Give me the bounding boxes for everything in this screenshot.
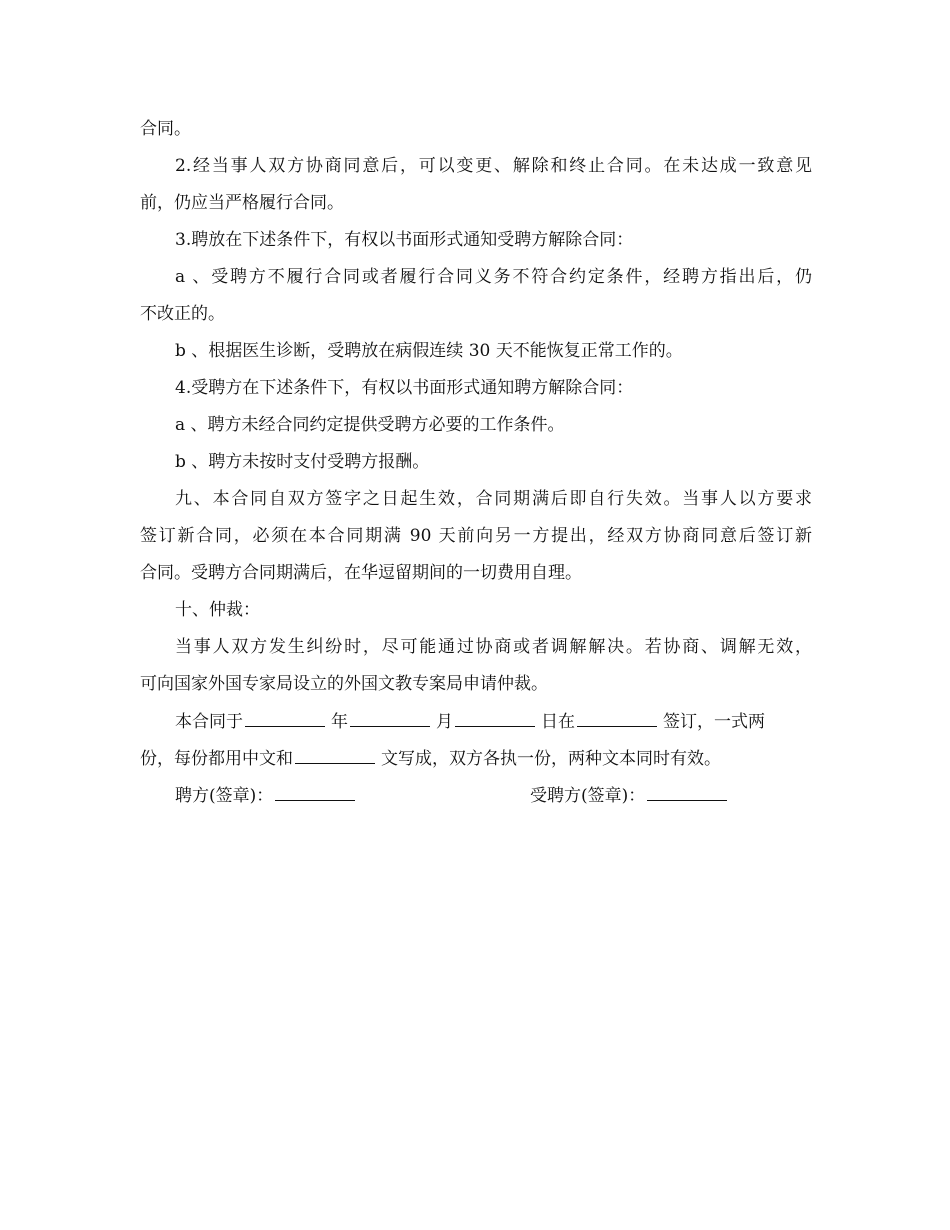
signing-prefix: 本合同于: [175, 712, 243, 732]
text-line: 十、仲裁：: [175, 600, 260, 620]
text-line: 签订新合同，必须在本合同期满 90 天前向另一方提出，经双方协商同意后签订新: [140, 526, 812, 546]
text-line: a 、聘方未经合同约定提供受聘方必要的工作条件。: [175, 415, 565, 435]
employee-signature-label: 受聘方(签章)：: [530, 786, 646, 806]
text-line: 合同。: [140, 119, 191, 139]
text-line: b 、聘方未按时支付受聘方报酬。: [175, 452, 430, 472]
text-line: 2.经当事人双方协商同意后，可以变更、解除和终止合同。在未达成一致意见: [175, 156, 812, 176]
language-suffix: 文写成，双方各执一份，两种文本同时有效。: [381, 749, 721, 769]
employer-signature-blank: [275, 784, 355, 801]
year-blank: [245, 710, 325, 727]
text-line: b 、根据医生诊断，受聘放在病假连续 30 天不能恢复正常工作的。: [175, 341, 683, 361]
text-line: 3.聘放在下述条件下，有权以书面形式通知受聘方解除合同：: [175, 230, 634, 250]
signing-date-line: [175, 710, 765, 733]
day-at-label: 日在: [541, 712, 575, 732]
employer-signature: [175, 784, 361, 807]
text-line: 前，仍应当严格履行合同。: [140, 193, 344, 213]
text-line: a 、受聘方不履行合同或者履行合同义务不符合约定条件，经聘方指出后，仍: [175, 267, 812, 287]
text-line: 4.受聘方在下述条件下，有权以书面形式通知聘方解除合同：: [175, 378, 634, 398]
language-blank: [295, 747, 375, 764]
employee-signature-blank: [647, 784, 727, 801]
text-line: 合同。受聘方合同期满后，在华逗留期间的一切费用自理。: [140, 563, 582, 583]
language-prefix: 份，每份都用中文和: [140, 749, 293, 769]
month-label: 月: [436, 712, 453, 732]
month-blank: [350, 710, 430, 727]
year-label: 年: [331, 712, 348, 732]
language-line: [140, 747, 721, 770]
employer-signature-label: 聘方(签章)：: [175, 786, 274, 806]
text-line: 不改正的。: [140, 304, 225, 324]
text-line: 九、本合同自双方签字之日起生效，合同期满后即自行失效。当事人以方要求: [175, 489, 812, 509]
day-blank: [455, 710, 535, 727]
place-blank: [577, 710, 657, 727]
text-line: 可向国家外国专家局设立的外国文教专案局申请仲裁。: [140, 674, 548, 694]
text-line: 当事人双方发生纠纷时，尽可能通过协商或者调解解决。若协商、调解无效，: [175, 637, 812, 657]
signed-label: 签订，一式两: [663, 712, 765, 732]
employee-signature: [530, 784, 733, 807]
